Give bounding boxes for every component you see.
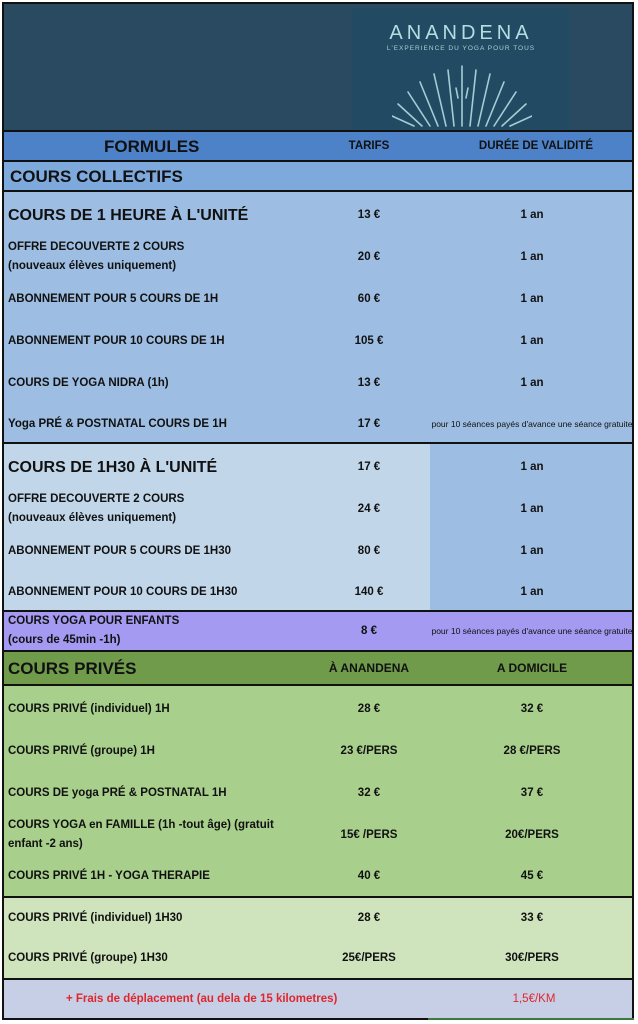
row-validity: 1 an (520, 545, 544, 557)
logo-name: ANANDENA (389, 22, 533, 44)
row-label: COURS PRIVÉ (groupe) 1H (8, 744, 155, 757)
table-row (2, 814, 634, 856)
row-validity: 1 an (520, 293, 544, 305)
tarifs-header: TARIFS (348, 140, 390, 152)
row-price: 140 € (354, 586, 384, 598)
table-row (2, 572, 634, 612)
collectifs-title-row (2, 162, 634, 192)
table-row (2, 688, 634, 730)
frais-price: 1,5€/KM (512, 993, 556, 1005)
row-label: COURS PRIVÉ (individuel) 1H (8, 702, 170, 715)
row-label: ABONNEMENT POUR 10 COURS DE 1H30 (8, 585, 238, 598)
row-validity: pour 10 séances payés d'avance une séance gratuite (431, 625, 633, 636)
frais-row (2, 980, 634, 1020)
row-label-note: enfant -2 ans) (8, 838, 83, 850)
row-price: 13 € (357, 377, 381, 389)
table-row (2, 772, 634, 814)
row-label: OFFRE DECOUVERTE 2 COURS (8, 241, 185, 253)
row-price: 60 € (357, 293, 381, 305)
row-home-price: 30€/PERS (505, 952, 559, 964)
row-validity: 1 an (520, 209, 544, 221)
row-validity: 1 an (520, 503, 544, 515)
table-row (2, 194, 634, 236)
row-label-note: (cours de 45min -1h) (8, 634, 121, 646)
row-label: Yoga PRÉ & POSTNATAL COURS DE 1H (8, 417, 227, 430)
row-price: 28 € (357, 912, 381, 924)
row-validity: 1 an (520, 335, 544, 347)
row-home-price: 45 € (520, 870, 544, 882)
row-price: 13 € (357, 209, 381, 221)
row-price: 24 € (357, 503, 381, 515)
row-price: 105 € (354, 335, 384, 347)
row-validity: 1 an (520, 251, 544, 263)
header-banner (2, 2, 634, 132)
row-price: 23 €/PERS (340, 745, 398, 757)
collectifs-title: COURS COLLECTIFS (10, 166, 183, 186)
row-home-price: 20€/PERS (505, 829, 559, 841)
frais-label: + Frais de déplacement (au dela de 15 kilometres) (66, 992, 338, 1005)
row-price: 17 € (357, 461, 381, 473)
table-row (2, 362, 634, 404)
row-price: 25€/PERS (342, 952, 396, 964)
row-price: 17 € (357, 418, 381, 430)
table-row (2, 446, 634, 488)
table-row (2, 404, 634, 444)
row-price: 20 € (357, 251, 381, 263)
row-price: 32 € (357, 787, 381, 799)
row-label-note: (nouveaux élèves uniquement) (8, 512, 177, 524)
table-row (2, 730, 634, 772)
row-label: COURS YOGA en FAMILLE (1h -tout âge) (gratuit (8, 819, 274, 831)
row-label: COURS DE 1H30 À L'UNITÉ (8, 458, 218, 476)
footer-accent-line (428, 1018, 634, 1020)
row-price: 15€ /PERS (340, 829, 398, 841)
row-price: 28 € (357, 703, 381, 715)
table-header-row (2, 132, 634, 162)
table-row (2, 938, 634, 978)
row-validity: 1 an (520, 461, 544, 473)
row-label: ABONNEMENT POUR 10 COURS DE 1H (8, 334, 225, 347)
domicile-header: A DOMICILE (496, 661, 568, 675)
table-row (2, 488, 634, 530)
sunrise-rays-icon (392, 58, 532, 128)
row-label: COURS PRIVÉ (individuel) 1H30 (8, 911, 183, 924)
row-label: COURS YOGA POUR ENFANTS (8, 615, 180, 627)
row-label-note: (nouveaux élèves uniquement) (8, 260, 177, 272)
row-label: COURS PRIVÉ (groupe) 1H30 (8, 951, 168, 964)
table-row (2, 530, 634, 572)
enfants-row (2, 610, 634, 652)
row-label: ABONNEMENT POUR 5 COURS DE 1H (8, 292, 219, 305)
row-home-price: 33 € (520, 912, 544, 924)
table-row (2, 856, 634, 896)
prives-title: COURS PRIVÉS (8, 658, 137, 678)
row-label: COURS DE yoga PRÉ & POSTNATAL 1H (8, 786, 227, 799)
anandena-header: À ANANDENA (328, 661, 410, 675)
row-label: COURS DE YOGA NIDRA (1h) (8, 376, 169, 389)
row-price: 40 € (357, 870, 381, 882)
logo-tagline: L'EXPERIENCE DU YOGA POUR TOUS (386, 45, 536, 52)
validity-header: DURÉE DE VALIDITÉ (478, 140, 594, 152)
row-validity: pour 10 séances payés d'avance une séance gratuite (431, 418, 633, 429)
row-label: OFFRE DECOUVERTE 2 COURS (8, 493, 185, 505)
prives-title-row (2, 652, 634, 686)
row-label: ABONNEMENT POUR 5 COURS DE 1H30 (8, 544, 232, 557)
row-label: COURS PRIVÉ 1H - YOGA THERAPIE (8, 869, 210, 882)
row-validity: 1 an (520, 586, 544, 598)
row-price: 80 € (357, 545, 381, 557)
anandena-logo (352, 8, 570, 130)
row-label: COURS DE 1 HEURE À L'UNITÉ (8, 206, 249, 224)
row-home-price: 28 €/PERS (503, 745, 561, 757)
row-validity: 1 an (520, 377, 544, 389)
price-sheet (2, 2, 634, 1020)
row-home-price: 32 € (520, 703, 544, 715)
table-row (2, 320, 634, 362)
row-home-price: 37 € (520, 787, 544, 799)
row-price: 8 € (361, 625, 377, 637)
table-row (2, 898, 634, 938)
formules-header: FORMULES (104, 136, 200, 156)
table-row (2, 278, 634, 320)
table-row (2, 236, 634, 278)
